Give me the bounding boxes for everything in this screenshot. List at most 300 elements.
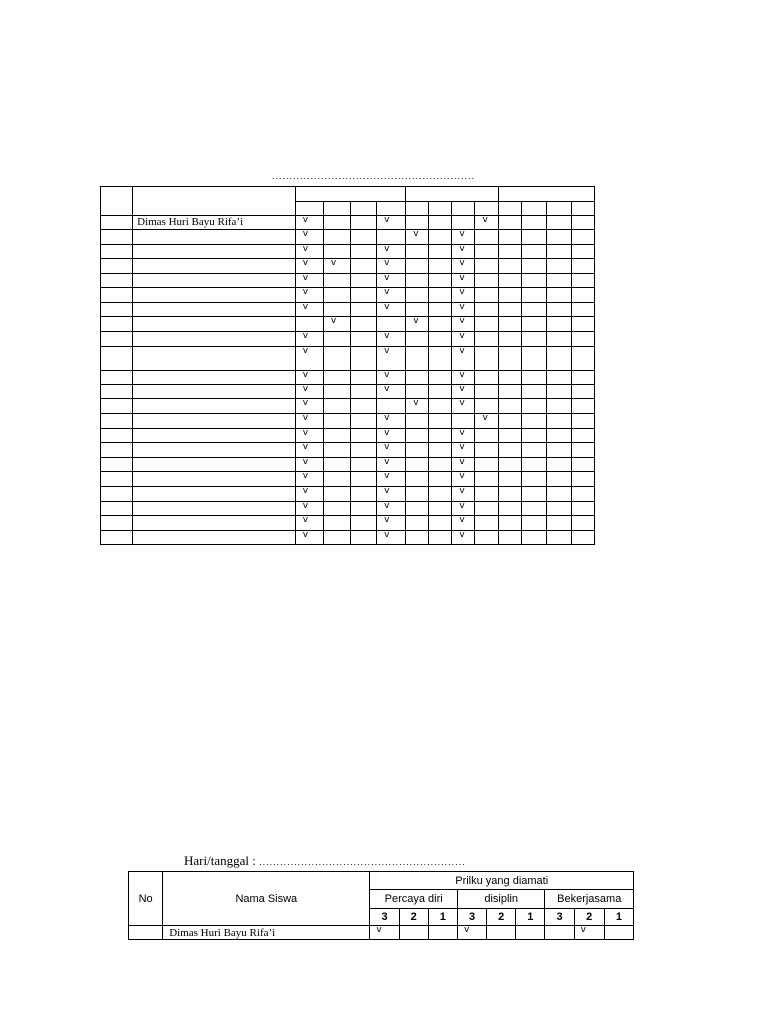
check-mark [351, 458, 377, 472]
row-number [101, 332, 133, 347]
check-mark: v [377, 347, 406, 371]
check-mark: v [452, 443, 475, 458]
check-mark: v [377, 303, 406, 317]
check-mark [452, 216, 475, 230]
check-mark [351, 429, 377, 443]
check-mark [475, 347, 498, 371]
row-number [101, 274, 133, 288]
check-mark [498, 414, 521, 429]
check-mark [571, 429, 594, 443]
check-mark [475, 429, 498, 443]
check-mark [406, 303, 429, 317]
row-number [101, 317, 133, 332]
check-mark: v [295, 502, 323, 516]
check-mark [429, 458, 452, 472]
check-mark [452, 414, 475, 429]
score-label: 1 [516, 909, 545, 926]
check-mark [323, 516, 350, 531]
check-mark: v [295, 385, 323, 399]
check-mark: v [323, 317, 350, 332]
check-mark: v [295, 472, 323, 487]
header-bekerjasama: Bekerjasama [545, 890, 634, 909]
check-mark [521, 274, 546, 288]
student-name [133, 332, 296, 347]
check-mark [498, 259, 521, 274]
check-mark: v [295, 332, 323, 347]
check-mark: v [452, 516, 475, 531]
check-mark: v [295, 230, 323, 245]
student-name [133, 259, 296, 274]
check-mark [351, 347, 377, 371]
check-mark [521, 443, 546, 458]
check-mark: v [295, 288, 323, 303]
check-mark [521, 288, 546, 303]
check-mark [429, 288, 452, 303]
check-mark [521, 487, 546, 502]
check-mark [475, 399, 498, 414]
check-mark: v [295, 347, 323, 371]
check-mark [429, 317, 452, 332]
check-mark [429, 371, 452, 385]
check-mark: v [574, 926, 604, 940]
check-mark: v [452, 230, 475, 245]
table-row [101, 399, 595, 414]
check-mark [546, 414, 571, 429]
check-mark [406, 458, 429, 472]
check-mark [323, 385, 350, 399]
check-mark: v [323, 259, 350, 274]
check-mark: v [452, 288, 475, 303]
check-mark [498, 216, 521, 230]
check-mark: v [475, 414, 498, 429]
check-mark [571, 288, 594, 303]
check-mark: v [295, 245, 323, 259]
check-mark [323, 502, 350, 516]
row-number [101, 399, 133, 414]
check-mark [546, 399, 571, 414]
table-row [101, 516, 595, 531]
table-row [101, 487, 595, 502]
check-mark [429, 487, 452, 502]
row-number [101, 288, 133, 303]
student-name: Dimas Huri Bayu Rifa’i [133, 216, 296, 230]
check-mark: v [452, 502, 475, 516]
check-mark [323, 531, 350, 545]
check-mark [546, 332, 571, 347]
check-mark [406, 332, 429, 347]
check-mark [498, 347, 521, 371]
check-mark: v [377, 288, 406, 303]
score-label: 1 [604, 909, 633, 926]
check-mark [475, 274, 498, 288]
table-row [101, 414, 595, 429]
check-mark [546, 458, 571, 472]
check-mark [571, 274, 594, 288]
check-mark [475, 332, 498, 347]
check-mark: v [377, 502, 406, 516]
check-mark [406, 385, 429, 399]
check-mark [429, 230, 452, 245]
check-mark [351, 487, 377, 502]
check-mark [323, 274, 350, 288]
check-mark [571, 516, 594, 531]
check-mark: v [377, 531, 406, 545]
check-mark [571, 347, 594, 371]
check-mark [498, 230, 521, 245]
check-mark [406, 429, 429, 443]
check-mark [521, 414, 546, 429]
student-name [133, 399, 296, 414]
student-name: Dimas Huri Bayu Rifa’i [163, 926, 370, 940]
score-label: 3 [370, 909, 399, 926]
check-mark [571, 443, 594, 458]
check-mark [546, 259, 571, 274]
student-name [133, 516, 296, 531]
table-row [101, 385, 595, 399]
top-header-group-2 [406, 187, 498, 202]
check-mark [498, 303, 521, 317]
check-mark [406, 245, 429, 259]
check-mark: v [295, 443, 323, 458]
check-mark [571, 531, 594, 545]
check-mark [323, 487, 350, 502]
check-mark [406, 531, 429, 545]
check-mark [546, 245, 571, 259]
check-mark [406, 414, 429, 429]
check-mark [406, 502, 429, 516]
check-mark [475, 487, 498, 502]
check-mark [571, 259, 594, 274]
check-mark [429, 472, 452, 487]
score-label: 3 [457, 909, 486, 926]
table-row [101, 458, 595, 472]
check-mark [429, 443, 452, 458]
check-mark: v [452, 317, 475, 332]
check-mark [516, 926, 545, 940]
check-mark [546, 502, 571, 516]
check-mark [571, 245, 594, 259]
check-mark: v [295, 259, 323, 274]
check-mark [546, 472, 571, 487]
check-mark [377, 399, 406, 414]
check-mark [521, 399, 546, 414]
check-mark [521, 347, 546, 371]
check-mark [475, 516, 498, 531]
row-number [101, 516, 133, 531]
check-mark [351, 230, 377, 245]
check-mark [498, 516, 521, 531]
score-label: 3 [545, 909, 574, 926]
check-mark [406, 371, 429, 385]
check-mark [429, 429, 452, 443]
check-mark: v [452, 458, 475, 472]
row-number [101, 531, 133, 545]
check-mark [429, 414, 452, 429]
table-row [101, 317, 595, 332]
table-row [101, 371, 595, 385]
check-mark [571, 414, 594, 429]
check-mark: v [295, 371, 323, 385]
check-mark [498, 502, 521, 516]
check-mark [521, 458, 546, 472]
check-mark [498, 332, 521, 347]
check-mark [546, 531, 571, 545]
check-mark: v [295, 399, 323, 414]
check-mark [498, 399, 521, 414]
check-mark [323, 414, 350, 429]
check-mark [377, 317, 406, 332]
check-mark [521, 216, 546, 230]
check-mark [377, 230, 406, 245]
check-mark [429, 332, 452, 347]
check-mark: v [295, 487, 323, 502]
table-row [101, 347, 595, 371]
check-mark [546, 216, 571, 230]
check-mark: v [452, 429, 475, 443]
check-mark [351, 259, 377, 274]
student-name [133, 230, 296, 245]
check-mark [546, 429, 571, 443]
check-mark: v [452, 347, 475, 371]
check-mark [351, 288, 377, 303]
check-mark [498, 443, 521, 458]
check-mark [521, 371, 546, 385]
row-number [101, 371, 133, 385]
check-mark [571, 216, 594, 230]
check-mark: v [406, 230, 429, 245]
check-mark [475, 245, 498, 259]
check-mark [475, 443, 498, 458]
check-mark [475, 531, 498, 545]
check-mark: v [295, 531, 323, 545]
student-name [133, 303, 296, 317]
check-mark: v [457, 926, 486, 940]
check-mark: v [377, 414, 406, 429]
hari-tanggal-dots: ........................................................... [259, 857, 466, 867]
check-mark: v [377, 259, 406, 274]
hari-tanggal-line [184, 853, 466, 869]
check-mark [498, 274, 521, 288]
check-mark [571, 317, 594, 332]
check-mark [406, 487, 429, 502]
check-mark [498, 317, 521, 332]
score-label: 2 [487, 909, 516, 926]
check-mark [521, 472, 546, 487]
check-mark: v [377, 516, 406, 531]
check-mark [475, 472, 498, 487]
check-mark: v [377, 487, 406, 502]
check-mark [475, 317, 498, 332]
row-number [101, 472, 133, 487]
header-percaya-diri: Percaya diri [370, 890, 458, 909]
top-header-group-3 [498, 187, 594, 202]
check-mark [351, 216, 377, 230]
check-mark [546, 443, 571, 458]
check-mark: v [452, 274, 475, 288]
check-mark: v [377, 245, 406, 259]
header-no: No [129, 872, 163, 926]
top-header-group-1 [295, 187, 405, 202]
check-mark: v [295, 516, 323, 531]
student-name [133, 317, 296, 332]
row-number [101, 385, 133, 399]
check-mark [323, 347, 350, 371]
check-mark [571, 472, 594, 487]
check-mark [323, 399, 350, 414]
check-mark [521, 385, 546, 399]
check-mark [571, 487, 594, 502]
student-name [133, 429, 296, 443]
check-mark [498, 245, 521, 259]
student-name [133, 414, 296, 429]
check-mark [323, 245, 350, 259]
student-name [133, 472, 296, 487]
row-number [101, 487, 133, 502]
check-mark: v [295, 216, 323, 230]
row-number [101, 303, 133, 317]
check-mark [571, 230, 594, 245]
check-mark: v [377, 371, 406, 385]
check-mark [429, 502, 452, 516]
check-mark: v [452, 259, 475, 274]
check-mark [428, 926, 457, 940]
top-date-dots: .......................................................... [272, 171, 476, 181]
check-mark: v [475, 216, 498, 230]
check-mark [546, 274, 571, 288]
check-mark [571, 399, 594, 414]
check-mark [351, 502, 377, 516]
check-mark [429, 385, 452, 399]
check-mark [323, 472, 350, 487]
check-mark: v [452, 531, 475, 545]
student-name [133, 502, 296, 516]
bottom-observation-table [128, 871, 634, 940]
check-mark [475, 259, 498, 274]
check-mark [351, 414, 377, 429]
check-mark [521, 502, 546, 516]
check-mark [323, 288, 350, 303]
check-mark: v [452, 332, 475, 347]
check-mark [429, 399, 452, 414]
student-name [133, 458, 296, 472]
check-mark [521, 429, 546, 443]
check-mark [351, 317, 377, 332]
check-mark [521, 531, 546, 545]
check-mark [521, 516, 546, 531]
check-mark: v [377, 274, 406, 288]
check-mark: v [377, 429, 406, 443]
check-mark [546, 516, 571, 531]
hari-tanggal-label: Hari/tanggal : [184, 853, 256, 868]
check-mark: v [295, 414, 323, 429]
check-mark: v [377, 332, 406, 347]
check-mark [351, 303, 377, 317]
table-row [101, 531, 595, 545]
row-number [101, 429, 133, 443]
check-mark [521, 317, 546, 332]
student-name [133, 347, 296, 371]
check-mark [429, 216, 452, 230]
check-mark: v [452, 371, 475, 385]
check-mark [351, 245, 377, 259]
check-mark [498, 531, 521, 545]
header-prilku-yang-diamati: Prilku yang diamati [370, 872, 634, 890]
row-number [101, 245, 133, 259]
check-mark [351, 443, 377, 458]
check-mark: v [377, 216, 406, 230]
check-mark [406, 347, 429, 371]
table-row [101, 332, 595, 347]
check-mark [406, 216, 429, 230]
check-mark: v [370, 926, 399, 940]
top-header-name [133, 187, 296, 216]
check-mark [571, 332, 594, 347]
student-name [133, 274, 296, 288]
check-mark: v [377, 443, 406, 458]
check-mark [429, 259, 452, 274]
check-mark [351, 516, 377, 531]
table-row [101, 472, 595, 487]
table-row [101, 303, 595, 317]
row-number [101, 259, 133, 274]
check-mark [521, 332, 546, 347]
row-number [101, 347, 133, 371]
check-mark: v [452, 472, 475, 487]
check-mark: v [452, 399, 475, 414]
check-mark [429, 245, 452, 259]
check-mark: v [377, 458, 406, 472]
check-mark [323, 332, 350, 347]
table-row [101, 429, 595, 443]
check-mark [571, 458, 594, 472]
row-number [129, 926, 163, 940]
student-name [133, 443, 296, 458]
check-mark [521, 303, 546, 317]
score-label: 2 [574, 909, 604, 926]
check-mark [571, 371, 594, 385]
bottom-header-row-1 [129, 872, 634, 890]
check-mark [546, 347, 571, 371]
check-mark [571, 385, 594, 399]
check-mark: v [452, 303, 475, 317]
check-mark [604, 926, 633, 940]
check-mark [546, 230, 571, 245]
table-row [101, 259, 595, 274]
check-mark: v [452, 385, 475, 399]
student-name [133, 531, 296, 545]
row-number [101, 414, 133, 429]
row-number [101, 502, 133, 516]
check-mark [429, 274, 452, 288]
check-mark: v [452, 245, 475, 259]
check-mark: v [406, 399, 429, 414]
check-mark [323, 216, 350, 230]
check-mark [498, 385, 521, 399]
check-mark: v [377, 385, 406, 399]
check-mark [498, 472, 521, 487]
check-mark [521, 245, 546, 259]
table-row [101, 443, 595, 458]
check-mark [546, 371, 571, 385]
check-mark: v [295, 429, 323, 443]
table-row [101, 502, 595, 516]
check-mark [323, 230, 350, 245]
check-mark [351, 332, 377, 347]
header-nama-siswa: Nama Siswa [163, 872, 370, 926]
check-mark [498, 288, 521, 303]
check-mark [475, 288, 498, 303]
check-mark: v [406, 317, 429, 332]
